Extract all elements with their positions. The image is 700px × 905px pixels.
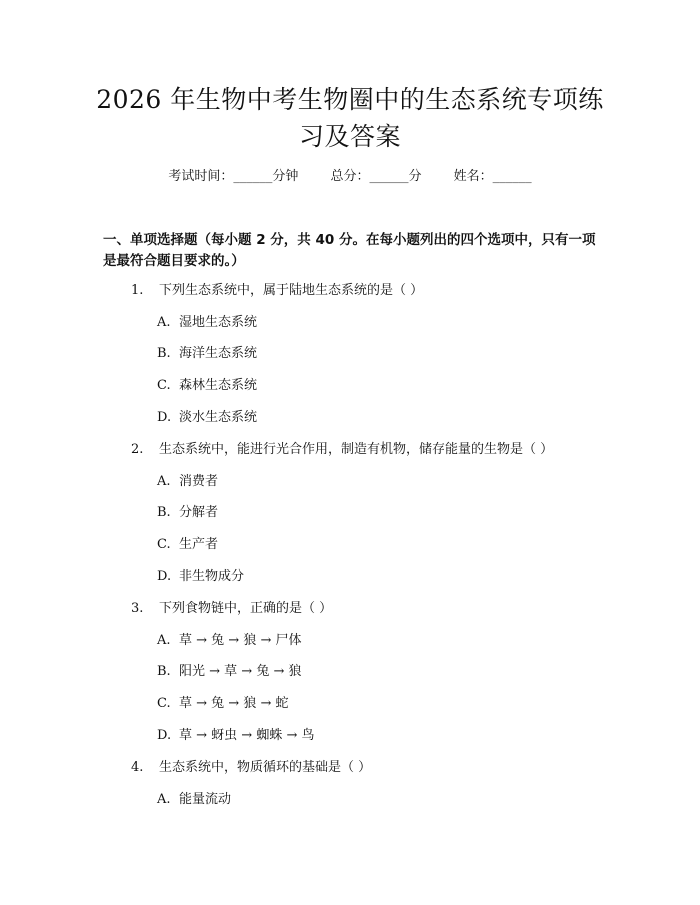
question-1-option-b: [157, 344, 257, 364]
option-label: B.: [157, 664, 171, 679]
option-label: B.: [157, 346, 171, 361]
option-text: 森林生态系统: [179, 378, 258, 393]
option-text: 非生物成分: [179, 569, 245, 584]
question-4-option-a: [157, 790, 231, 810]
question-1: [131, 281, 423, 301]
question-2-option-d: [157, 567, 244, 587]
exam-meta: [0, 167, 700, 187]
question-1-option-c: [157, 376, 257, 396]
option-label: A.: [157, 315, 171, 330]
option-text: 分解者: [179, 505, 219, 520]
question-number: 1.: [131, 283, 144, 298]
option-label: D.: [157, 410, 172, 425]
page-title-line-2: 习及答案: [298, 122, 401, 151]
question-2-option-c: [157, 535, 218, 555]
option-text: 海洋生态系统: [179, 346, 258, 361]
option-label: A.: [157, 474, 171, 489]
option-text: 湿地生态系统: [179, 315, 258, 330]
question-1-option-a: [157, 313, 257, 333]
option-label: B.: [157, 505, 171, 520]
option-label: D.: [157, 728, 172, 743]
question-2-option-b: [157, 503, 218, 523]
question-text: 下列食物链中，正确的是（ ）: [159, 601, 333, 616]
question-1-option-d: [157, 408, 257, 428]
option-label: C.: [157, 537, 171, 552]
option-text: 淡水生态系统: [179, 410, 258, 425]
question-3-option-a: [157, 631, 301, 651]
total-score-field: 总分：______分: [330, 169, 422, 184]
option-text: 阳光 → 草 → 兔 → 狼: [179, 664, 302, 679]
question-2: [131, 440, 553, 460]
option-label: A.: [157, 792, 171, 807]
student-name-field: 姓名：______: [453, 169, 532, 184]
page-title-line-1: 2026 年生物中考生物圈中的生态系统专项练: [96, 85, 604, 114]
exam-time-field: 考试时间：______分钟: [168, 169, 299, 184]
option-label: C.: [157, 378, 171, 393]
question-3-option-b: [157, 662, 301, 682]
section-heading-line-1: 一、单项选择题（每小题 2 分，共 40 分。在每小题列出的四个选项中，只有一项: [103, 232, 596, 248]
question-4: [131, 758, 371, 778]
option-text: 草 → 兔 → 狼 → 蛇: [179, 696, 289, 711]
question-number: 2.: [131, 442, 144, 457]
question-3-option-c: [157, 694, 288, 714]
question-number: 4.: [131, 760, 144, 775]
option-text: 草 → 蚜虫 → 蜘蛛 → 鸟: [179, 728, 315, 743]
question-2-option-a: [157, 472, 218, 492]
option-label: C.: [157, 696, 171, 711]
option-label: D.: [157, 569, 172, 584]
question-3-option-d: [157, 726, 314, 746]
question-text: 生态系统中，能进行光合作用，制造有机物，储存能量的生物是（ ）: [159, 442, 554, 457]
question-number: 3.: [131, 601, 144, 616]
option-text: 草 → 兔 → 狼 → 尸体: [179, 633, 302, 648]
question-text: 下列生态系统中，属于陆地生态系统的是（ ）: [159, 283, 424, 298]
option-text: 消费者: [179, 474, 219, 489]
question-3: [131, 599, 332, 619]
option-text: 生产者: [179, 537, 219, 552]
option-label: A.: [157, 633, 171, 648]
section-heading-line-2: 是最符合题目要求的。）: [103, 253, 245, 269]
question-text: 生态系统中，物质循环的基础是（ ）: [159, 760, 372, 775]
option-text: 能量流动: [179, 792, 232, 807]
